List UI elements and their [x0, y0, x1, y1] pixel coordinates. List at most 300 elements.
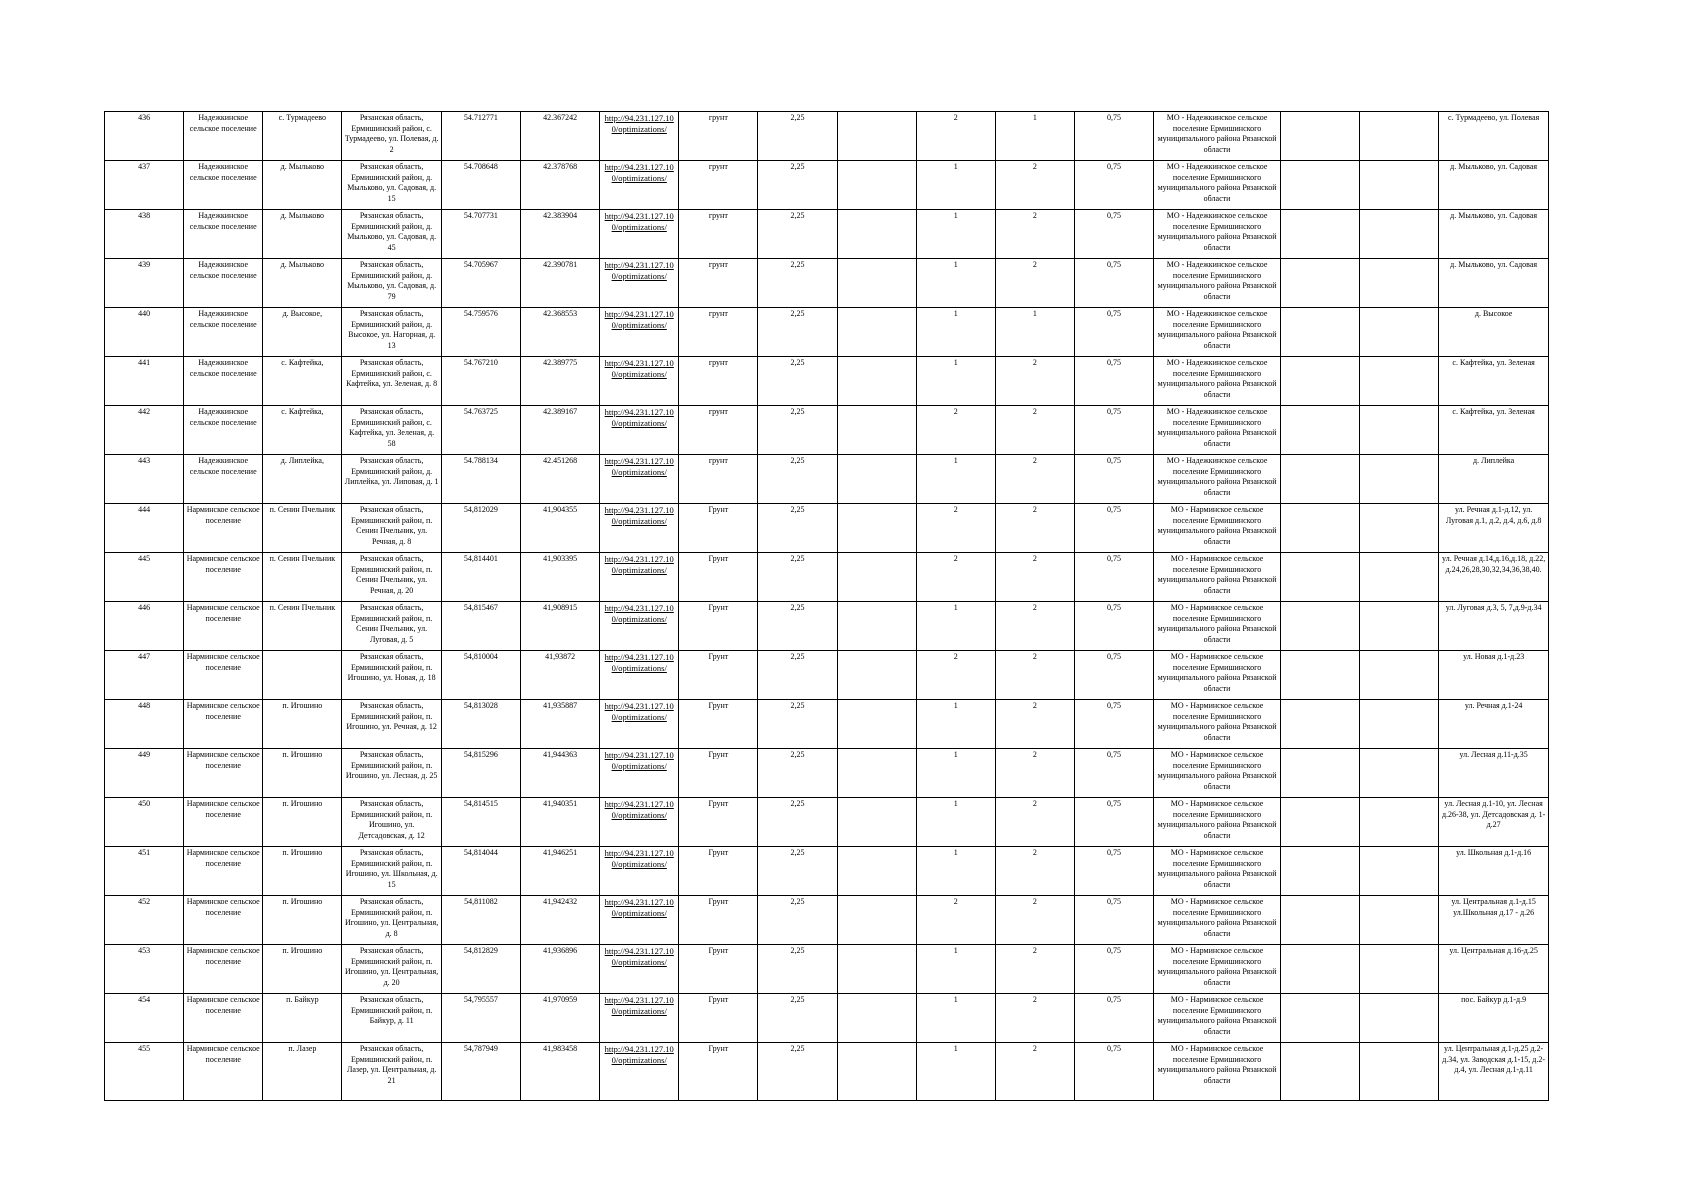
settlement-cell: Нарминское сельское поселение [184, 749, 263, 798]
served-area-cell: ул. Центральная д.1-д.25 д.2-д.34, ул. Заводская д.1-15, д.2-д.4, ул. Лесная д.1-д.11 [1439, 1043, 1549, 1101]
count-cell: 2 [916, 651, 995, 700]
count-cell: 2 [995, 161, 1074, 210]
area-cell: 2,25 [758, 406, 837, 455]
latitude-cell: 54.712771 [441, 112, 520, 161]
count-cell: 2 [995, 847, 1074, 896]
surface-cell: грунт [679, 210, 758, 259]
area-cell: 2,25 [758, 1043, 837, 1101]
empty-cell [1360, 1043, 1439, 1101]
longitude-cell: 42.390781 [521, 259, 600, 308]
owner-cell: МО - Надежкинское сельское поселение Ермишинского муниципального района Рязанской области [1154, 259, 1281, 308]
empty-cell [1280, 161, 1359, 210]
locality-cell: с. Кафтейка, [263, 357, 342, 406]
map-link[interactable]: http://94.231.127.10 0/optimizations/ [600, 749, 679, 798]
volume-cell: 0,75 [1074, 994, 1153, 1043]
map-link[interactable]: http://94.231.127.10 0/optimizations/ [600, 553, 679, 602]
locality-cell: д. Мыльково [263, 259, 342, 308]
row-number: 447 [105, 651, 184, 700]
owner-cell: МО - Нарминское сельское поселение Ермишинского муниципального района Рязанской области [1154, 1043, 1281, 1101]
empty-cell [837, 210, 916, 259]
served-area-cell: с. Турмадеево, ул. Полевая [1439, 112, 1549, 161]
address-cell: Рязанская область, Ермишинский район, п. Игошино, ул. Школьная, д. 15 [342, 847, 441, 896]
row-number: 442 [105, 406, 184, 455]
surface-cell: Грунт [679, 553, 758, 602]
settlement-cell: Нарминское сельское поселение [184, 798, 263, 847]
address-cell: Рязанская область, Ермишинский район, д. Высокое, ул. Нагорная, д. 13 [342, 308, 441, 357]
empty-cell [1360, 308, 1439, 357]
volume-cell: 0,75 [1074, 504, 1153, 553]
surface-cell: Грунт [679, 651, 758, 700]
latitude-cell: 54,814401 [441, 553, 520, 602]
address-cell: Рязанская область, Ермишинский район, п. Игошино, ул. Детсадовская, д. 12 [342, 798, 441, 847]
area-cell: 2,25 [758, 259, 837, 308]
served-area-cell: ул. Центральная д.1-д.15 ул.Школьная д.17 - д.26 [1439, 896, 1549, 945]
count-cell: 1 [916, 357, 995, 406]
map-link[interactable]: http://94.231.127.10 0/optimizations/ [600, 798, 679, 847]
count-cell: 1 [916, 308, 995, 357]
settlement-cell: Надежкинское сельское поселение [184, 406, 263, 455]
address-cell: Рязанская область, Ермишинский район, п. Лазер, ул. Центральная, д. 21 [342, 1043, 441, 1101]
address-cell: Рязанская область, Ермишинский район, д. Мыльково, ул. Садовая, д. 45 [342, 210, 441, 259]
count-cell: 2 [995, 994, 1074, 1043]
count-cell: 1 [916, 847, 995, 896]
count-cell: 1 [916, 210, 995, 259]
volume-cell: 0,75 [1074, 749, 1153, 798]
row-number: 438 [105, 210, 184, 259]
served-area-cell: ул. Луговая д.3, 5, 7,д.9-д.34 [1439, 602, 1549, 651]
area-cell: 2,25 [758, 112, 837, 161]
volume-cell: 0,75 [1074, 308, 1153, 357]
empty-cell [1280, 112, 1359, 161]
locality-cell: п. Игошино [263, 749, 342, 798]
map-link[interactable]: http://94.231.127.10 0/optimizations/ [600, 112, 679, 161]
volume-cell: 0,75 [1074, 798, 1153, 847]
surface-cell: грунт [679, 259, 758, 308]
address-cell: Рязанская область, Ермишинский район, д. Липлейка, ул. Липовая, д. 1 [342, 455, 441, 504]
map-link[interactable]: http://94.231.127.10 0/optimizations/ [600, 847, 679, 896]
map-link[interactable]: http://94.231.127.10 0/optimizations/ [600, 406, 679, 455]
locality-cell: п. Игошино [263, 847, 342, 896]
area-cell: 2,25 [758, 945, 837, 994]
count-cell: 1 [916, 602, 995, 651]
row-number: 449 [105, 749, 184, 798]
count-cell: 2 [995, 1043, 1074, 1101]
map-link[interactable]: http://94.231.127.10 0/optimizations/ [600, 945, 679, 994]
empty-cell [1360, 847, 1439, 896]
empty-cell [1280, 847, 1359, 896]
owner-cell: МО - Нарминское сельское поселение Ермишинского муниципального района Рязанской области [1154, 749, 1281, 798]
address-cell: Рязанская область, Ермишинский район, п. Байкур, д. 11 [342, 994, 441, 1043]
empty-cell [1360, 798, 1439, 847]
table-row [105, 896, 1549, 945]
surface-cell: Грунт [679, 700, 758, 749]
count-cell: 2 [916, 504, 995, 553]
empty-cell [837, 357, 916, 406]
latitude-cell: 54,814044 [441, 847, 520, 896]
map-link[interactable]: http://94.231.127.10 0/optimizations/ [600, 210, 679, 259]
address-cell: Рязанская область, Ермишинский район, п. Игошино, ул. Новая, д. 18 [342, 651, 441, 700]
count-cell: 2 [916, 112, 995, 161]
table-row [105, 161, 1549, 210]
count-cell: 2 [995, 798, 1074, 847]
empty-cell [1360, 161, 1439, 210]
locality-cell: п. Игошино [263, 945, 342, 994]
table-row [105, 651, 1549, 700]
longitude-cell: 41,970959 [521, 994, 600, 1043]
empty-cell [837, 945, 916, 994]
empty-cell [1360, 210, 1439, 259]
settlement-cell: Надежкинское сельское поселение [184, 357, 263, 406]
latitude-cell: 54.759576 [441, 308, 520, 357]
empty-cell [837, 112, 916, 161]
latitude-cell: 54,812029 [441, 504, 520, 553]
empty-cell [1360, 994, 1439, 1043]
area-cell: 2,25 [758, 357, 837, 406]
count-cell: 1 [916, 749, 995, 798]
volume-cell: 0,75 [1074, 259, 1153, 308]
empty-cell [837, 602, 916, 651]
settlement-cell: Надежкинское сельское поселение [184, 112, 263, 161]
area-cell: 2,25 [758, 749, 837, 798]
surface-cell: грунт [679, 455, 758, 504]
empty-cell [1280, 700, 1359, 749]
locality-cell: п. Сенин Пчельник [263, 553, 342, 602]
empty-cell [837, 161, 916, 210]
locality-cell [263, 651, 342, 700]
empty-cell [1280, 896, 1359, 945]
table-row [105, 504, 1549, 553]
locality-cell: п. Байкур [263, 994, 342, 1043]
empty-cell [1360, 357, 1439, 406]
table-row [105, 749, 1549, 798]
surface-cell: Грунт [679, 749, 758, 798]
row-number: 441 [105, 357, 184, 406]
empty-cell [837, 749, 916, 798]
settlement-cell: Надежкинское сельское поселение [184, 308, 263, 357]
settlement-cell: Нарминское сельское поселение [184, 847, 263, 896]
settlement-cell: Нарминское сельское поселение [184, 553, 263, 602]
empty-cell [1280, 553, 1359, 602]
surface-cell: Грунт [679, 504, 758, 553]
owner-cell: МО - Нарминское сельское поселение Ермишинского муниципального района Рязанской области [1154, 994, 1281, 1043]
latitude-cell: 54,813028 [441, 700, 520, 749]
surface-cell: грунт [679, 357, 758, 406]
table-row [105, 847, 1549, 896]
empty-cell [1280, 1043, 1359, 1101]
locality-cell: п. Игошино [263, 700, 342, 749]
count-cell: 2 [995, 357, 1074, 406]
row-number: 443 [105, 455, 184, 504]
settlement-cell: Нарминское сельское поселение [184, 896, 263, 945]
longitude-cell: 42.367242 [521, 112, 600, 161]
settlement-cell: Надежкинское сельское поселение [184, 455, 263, 504]
map-link[interactable]: http://94.231.127.10 0/optimizations/ [600, 994, 679, 1043]
empty-cell [1280, 602, 1359, 651]
settlement-cell: Нарминское сельское поселение [184, 994, 263, 1043]
count-cell: 2 [916, 406, 995, 455]
latitude-cell: 54.767210 [441, 357, 520, 406]
empty-cell [1280, 651, 1359, 700]
locality-cell: д. Мыльково [263, 161, 342, 210]
area-cell: 2,25 [758, 210, 837, 259]
served-area-cell: ул. Лесная д.11-д.35 [1439, 749, 1549, 798]
locality-cell: д. Мыльково [263, 210, 342, 259]
count-cell: 2 [995, 553, 1074, 602]
longitude-cell: 42.451268 [521, 455, 600, 504]
area-cell: 2,25 [758, 896, 837, 945]
surface-cell: грунт [679, 161, 758, 210]
row-number: 452 [105, 896, 184, 945]
longitude-cell: 41,983458 [521, 1043, 600, 1101]
settlement-cell: Нарминское сельское поселение [184, 945, 263, 994]
count-cell: 1 [916, 700, 995, 749]
empty-cell [837, 504, 916, 553]
empty-cell [1280, 504, 1359, 553]
map-link[interactable]: http://94.231.127.10 0/optimizations/ [600, 1043, 679, 1101]
volume-cell: 0,75 [1074, 651, 1153, 700]
count-cell: 2 [995, 602, 1074, 651]
area-cell: 2,25 [758, 553, 837, 602]
longitude-cell: 42.389775 [521, 357, 600, 406]
served-area-cell: д. Мыльково, ул. Садовая [1439, 161, 1549, 210]
locality-cell: п. Сенин Пчельник [263, 504, 342, 553]
count-cell: 1 [916, 1043, 995, 1101]
area-cell: 2,25 [758, 651, 837, 700]
area-cell: 2,25 [758, 847, 837, 896]
map-link[interactable]: http://94.231.127.10 0/optimizations/ [600, 308, 679, 357]
settlement-cell: Нарминское сельское поселение [184, 504, 263, 553]
served-area-cell: ул. Центральная д.16-д.25 [1439, 945, 1549, 994]
volume-cell: 0,75 [1074, 700, 1153, 749]
longitude-cell: 41,904355 [521, 504, 600, 553]
map-link[interactable]: http://94.231.127.10 0/optimizations/ [600, 896, 679, 945]
empty-cell [837, 259, 916, 308]
empty-cell [837, 700, 916, 749]
served-area-cell: ул. Речная д.1-д.12, ул. Луговая д.1, д.2, д.4, д.6, д.8 [1439, 504, 1549, 553]
locality-cell: д. Высокое, [263, 308, 342, 357]
table-row [105, 210, 1549, 259]
served-area-cell: д. Мыльково, ул. Садовая [1439, 210, 1549, 259]
owner-cell: МО - Нарминское сельское поселение Ермишинского муниципального района Рязанской области [1154, 700, 1281, 749]
address-cell: Рязанская область, Ермишинский район, д. Мыльково, ул. Садовая, д. 15 [342, 161, 441, 210]
map-link[interactable]: http://94.231.127.10 0/optimizations/ [600, 161, 679, 210]
empty-cell [1280, 259, 1359, 308]
empty-cell [1280, 945, 1359, 994]
empty-cell [1360, 602, 1439, 651]
area-cell: 2,25 [758, 994, 837, 1043]
area-cell: 2,25 [758, 504, 837, 553]
empty-cell [837, 406, 916, 455]
owner-cell: МО - Нарминское сельское поселение Ермишинского муниципального района Рязанской области [1154, 602, 1281, 651]
longitude-cell: 41,908915 [521, 602, 600, 651]
table-row [105, 994, 1549, 1043]
longitude-cell: 41,944363 [521, 749, 600, 798]
empty-cell [1360, 504, 1439, 553]
owner-cell: МО - Надежкинское сельское поселение Ермишинского муниципального района Рязанской области [1154, 455, 1281, 504]
empty-cell [1360, 700, 1439, 749]
longitude-cell: 42.378768 [521, 161, 600, 210]
row-number: 451 [105, 847, 184, 896]
surface-cell: Грунт [679, 1043, 758, 1101]
latitude-cell: 54.763725 [441, 406, 520, 455]
map-link[interactable]: http://94.231.127.10 0/optimizations/ [600, 357, 679, 406]
map-link[interactable]: http://94.231.127.10 0/optimizations/ [600, 700, 679, 749]
owner-cell: МО - Надежкинское сельское поселение Ермишинского муниципального района Рязанской области [1154, 406, 1281, 455]
count-cell: 2 [995, 504, 1074, 553]
empty-cell [837, 994, 916, 1043]
latitude-cell: 54,810004 [441, 651, 520, 700]
row-number: 454 [105, 994, 184, 1043]
row-number: 437 [105, 161, 184, 210]
longitude-cell: 41,935887 [521, 700, 600, 749]
registry-table [104, 111, 1549, 1101]
latitude-cell: 54.705967 [441, 259, 520, 308]
count-cell: 2 [995, 406, 1074, 455]
address-cell: Рязанская область, Ермишинский район, с. Кафтейка, ул. Зеленая, д. 58 [342, 406, 441, 455]
area-cell: 2,25 [758, 161, 837, 210]
count-cell: 2 [995, 945, 1074, 994]
owner-cell: МО - Нарминское сельское поселение Ермишинского муниципального района Рязанской области [1154, 504, 1281, 553]
table-row [105, 700, 1549, 749]
volume-cell: 0,75 [1074, 896, 1153, 945]
locality-cell: с. Кафтейка, [263, 406, 342, 455]
table-row [105, 112, 1549, 161]
surface-cell: грунт [679, 406, 758, 455]
empty-cell [837, 553, 916, 602]
area-cell: 2,25 [758, 798, 837, 847]
map-link[interactable]: http://94.231.127.10 0/optimizations/ [600, 651, 679, 700]
settlement-cell: Нарминское сельское поселение [184, 700, 263, 749]
empty-cell [1360, 896, 1439, 945]
owner-cell: МО - Нарминское сельское поселение Ермишинского муниципального района Рязанской области [1154, 651, 1281, 700]
volume-cell: 0,75 [1074, 602, 1153, 651]
address-cell: Рязанская область, Ермишинский район, п. Сенин Пчельник, ул. Речная, д. 8 [342, 504, 441, 553]
address-cell: Рязанская область, Ермишинский район, п. Игошино, ул. Речная, д. 12 [342, 700, 441, 749]
longitude-cell: 41,936896 [521, 945, 600, 994]
count-cell: 2 [995, 896, 1074, 945]
longitude-cell: 41,940351 [521, 798, 600, 847]
area-cell: 2,25 [758, 700, 837, 749]
empty-cell [837, 798, 916, 847]
count-cell: 1 [916, 994, 995, 1043]
address-cell: Рязанская область, Ермишинский район, п. Игошино, ул. Центральная, д. 20 [342, 945, 441, 994]
owner-cell: МО - Нарминское сельское поселение Ермишинского муниципального района Рязанской области [1154, 798, 1281, 847]
empty-cell [1360, 553, 1439, 602]
area-cell: 2,25 [758, 308, 837, 357]
count-cell: 2 [995, 749, 1074, 798]
volume-cell: 0,75 [1074, 406, 1153, 455]
row-number: 453 [105, 945, 184, 994]
row-number: 448 [105, 700, 184, 749]
latitude-cell: 54,812829 [441, 945, 520, 994]
served-area-cell: д. Липлейка [1439, 455, 1549, 504]
latitude-cell: 54,814515 [441, 798, 520, 847]
volume-cell: 0,75 [1074, 161, 1153, 210]
volume-cell: 0,75 [1074, 357, 1153, 406]
empty-cell [1280, 210, 1359, 259]
row-number: 440 [105, 308, 184, 357]
latitude-cell: 54,795557 [441, 994, 520, 1043]
count-cell: 1 [916, 455, 995, 504]
area-cell: 2,25 [758, 602, 837, 651]
table-row [105, 357, 1549, 406]
map-link[interactable]: http://94.231.127.10 0/optimizations/ [600, 455, 679, 504]
served-area-cell: ул. Лесная д.1-10, ул. Лесная д.26-38, ул. Детсадовская д. 1-д.27 [1439, 798, 1549, 847]
surface-cell: Грунт [679, 602, 758, 651]
row-number: 439 [105, 259, 184, 308]
volume-cell: 0,75 [1074, 553, 1153, 602]
served-area-cell: с. Кафтейка, ул. Зеленая [1439, 406, 1549, 455]
count-cell: 1 [916, 798, 995, 847]
address-cell: Рязанская область, Ермишинский район, с. Турмадеево, ул. Полевая, д. 2 [342, 112, 441, 161]
locality-cell: п. Сенин Пчельник [263, 602, 342, 651]
longitude-cell: 41,946251 [521, 847, 600, 896]
served-area-cell: ул. Школьная д.1-д.16 [1439, 847, 1549, 896]
locality-cell: п. Игошино [263, 896, 342, 945]
served-area-cell: с. Кафтейка, ул. Зеленая [1439, 357, 1549, 406]
empty-cell [1360, 651, 1439, 700]
count-cell: 2 [916, 553, 995, 602]
latitude-cell: 54.707731 [441, 210, 520, 259]
longitude-cell: 41,903395 [521, 553, 600, 602]
empty-cell [1280, 308, 1359, 357]
map-link[interactable]: http://94.231.127.10 0/optimizations/ [600, 602, 679, 651]
longitude-cell: 41,93872 [521, 651, 600, 700]
settlement-cell: Надежкинское сельское поселение [184, 259, 263, 308]
row-number: 445 [105, 553, 184, 602]
map-link[interactable]: http://94.231.127.10 0/optimizations/ [600, 504, 679, 553]
owner-cell: МО - Надежкинское сельское поселение Ермишинского муниципального района Рязанской области [1154, 357, 1281, 406]
owner-cell: МО - Надежкинское сельское поселение Ермишинского муниципального района Рязанской области [1154, 210, 1281, 259]
table-row [105, 455, 1549, 504]
empty-cell [837, 847, 916, 896]
longitude-cell: 42.389167 [521, 406, 600, 455]
empty-cell [1280, 994, 1359, 1043]
empty-cell [837, 455, 916, 504]
empty-cell [1280, 406, 1359, 455]
empty-cell [837, 896, 916, 945]
settlement-cell: Нарминское сельское поселение [184, 602, 263, 651]
address-cell: Рязанская область, Ермишинский район, п. Игошино, ул. Лесная, д. 25 [342, 749, 441, 798]
table-row [105, 259, 1549, 308]
latitude-cell: 54.788134 [441, 455, 520, 504]
count-cell: 2 [916, 896, 995, 945]
volume-cell: 0,75 [1074, 1043, 1153, 1101]
settlement-cell: Надежкинское сельское поселение [184, 161, 263, 210]
surface-cell: Грунт [679, 798, 758, 847]
locality-cell: д. Липлейка, [263, 455, 342, 504]
latitude-cell: 54.708648 [441, 161, 520, 210]
owner-cell: МО - Надежкинское сельское поселение Ермишинского муниципального района Рязанской области [1154, 308, 1281, 357]
locality-cell: п. Лазер [263, 1043, 342, 1101]
latitude-cell: 54,815296 [441, 749, 520, 798]
settlement-cell: Надежкинское сельское поселение [184, 210, 263, 259]
row-number: 455 [105, 1043, 184, 1101]
map-link[interactable]: http://94.231.127.10 0/optimizations/ [600, 259, 679, 308]
count-cell: 2 [995, 455, 1074, 504]
empty-cell [1280, 357, 1359, 406]
empty-cell [1360, 112, 1439, 161]
longitude-cell: 42.368553 [521, 308, 600, 357]
table-row [105, 308, 1549, 357]
row-number: 436 [105, 112, 184, 161]
table-row [105, 798, 1549, 847]
address-cell: Рязанская область, Ермишинский район, п. Сенин Пчельник, ул. Луговая, д. 5 [342, 602, 441, 651]
owner-cell: МО - Надежкинское сельское поселение Ермишинского муниципального района Рязанской области [1154, 161, 1281, 210]
served-area-cell: ул. Новая д.1-д.23 [1439, 651, 1549, 700]
served-area-cell: д. Высокое [1439, 308, 1549, 357]
empty-cell [837, 308, 916, 357]
